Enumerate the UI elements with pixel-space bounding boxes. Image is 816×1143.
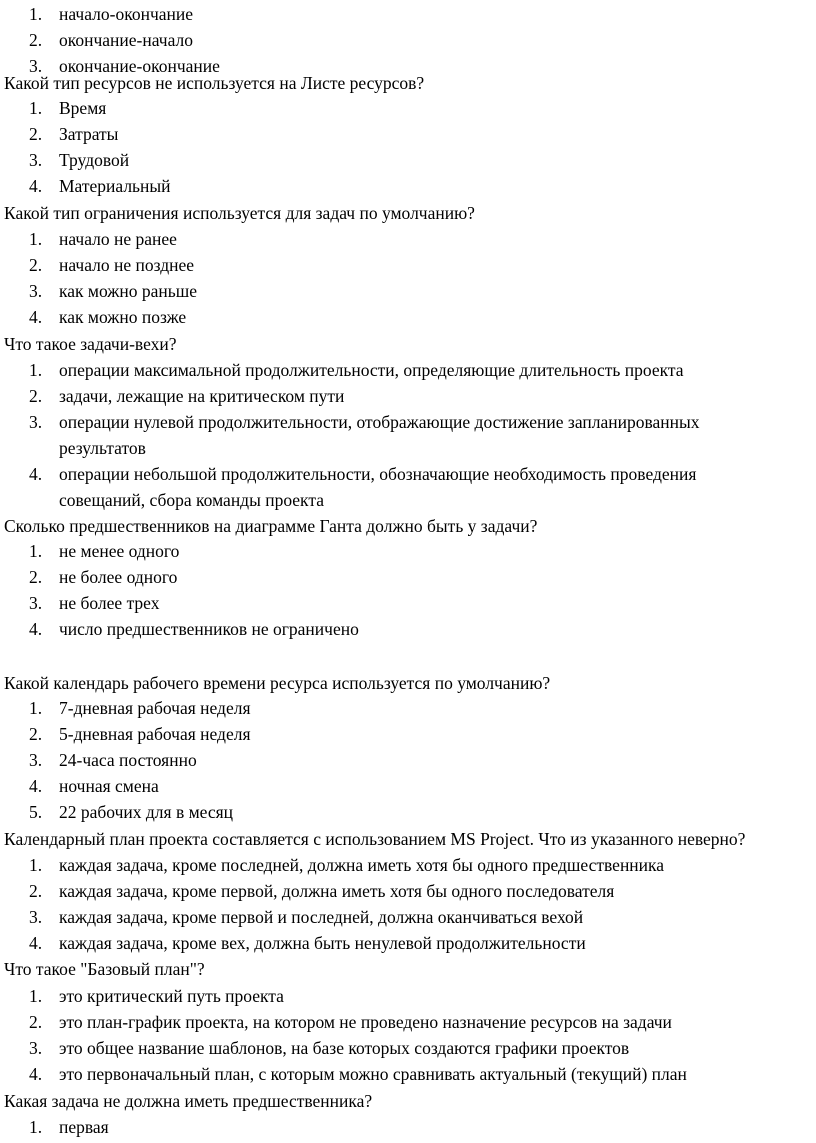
list-item-text: задачи, лежащие на критическом пути <box>59 386 345 406</box>
question-text: Что такое задачи-вехи? <box>4 334 177 354</box>
list-item-text: это план-график проекта, на котором не проведено назначение ресурсов на задачи <box>59 1012 672 1032</box>
list-item-number: 4. <box>29 933 43 953</box>
list-item-text: результатов <box>59 438 146 458</box>
question-text: Какой тип ресурсов не используется на Листе ресурсов? <box>4 73 425 93</box>
list-item-number: 1. <box>29 698 43 718</box>
question-text: Какой тип ограничения используется для задач по умолчанию? <box>4 203 475 223</box>
question-text: Что такое "Базовый план"? <box>4 959 205 979</box>
list-item-number: 2. <box>29 124 43 144</box>
list-item-number: 5. <box>29 802 43 822</box>
list-item-text: число предшественников не ограничено <box>59 619 359 639</box>
list-item-number: 2. <box>29 881 43 901</box>
list-item-number: 4. <box>29 176 43 196</box>
list-item-text: 24-часа постоянно <box>59 750 197 770</box>
question-text: Сколько предшественников на диаграмме Ганта должно быть у задачи? <box>4 516 538 536</box>
list-item-text: это первоначальный план, с которым можно сравнивать актуальный (текущий) план <box>59 1064 687 1084</box>
list-item-text: 7-дневная рабочая неделя <box>59 698 251 718</box>
list-item-text: начало-окончание <box>59 4 194 24</box>
list-item-text: не более одного <box>59 567 178 587</box>
list-item-text: не более трех <box>59 593 160 613</box>
list-item-number: 1. <box>29 229 43 249</box>
list-item-number: 2. <box>29 255 43 275</box>
list-item-number: 1. <box>29 855 43 875</box>
list-item-text: как можно раньше <box>59 281 197 301</box>
list-item-number: 3. <box>29 750 43 770</box>
list-item-text: Затраты <box>59 124 119 144</box>
list-item-number: 4. <box>29 1064 43 1084</box>
list-item-text: начало не позднее <box>59 255 195 275</box>
list-item-text: ночная смена <box>59 776 159 796</box>
list-item-text: операции нулевой продолжительности, отображающие достижение запланированных <box>59 412 700 432</box>
list-item-number: 4. <box>29 307 43 327</box>
list-item-text: как можно позже <box>59 307 187 327</box>
list-item-text: каждая задача, кроме последней, должна иметь хотя бы одного предшественника <box>59 855 665 875</box>
list-item-text: начало не ранее <box>59 229 177 249</box>
list-item-number: 2. <box>29 386 43 406</box>
list-item-number: 3. <box>29 907 43 927</box>
list-item-number: 3. <box>29 281 43 301</box>
list-item-number: 1. <box>29 4 43 24</box>
list-item-number: 2. <box>29 1012 43 1032</box>
list-item-text: 22 рабочих для в месяц <box>59 802 234 822</box>
list-item-number: 1. <box>29 541 43 561</box>
list-item-text: Время <box>59 98 107 118</box>
list-item-text: каждая задача, кроме первой, должна иметь хотя бы одного последователя <box>59 881 615 901</box>
list-item-text: это общее название шаблонов, на базе которых создаются графики проектов <box>59 1038 630 1058</box>
list-item-number: 2. <box>29 567 43 587</box>
question-text: Какой календарь рабочего времени ресурса используется по умолчанию? <box>4 673 551 693</box>
list-item-number: 3. <box>29 1038 43 1058</box>
list-item-text: не менее одного <box>59 541 180 561</box>
list-item-number: 1. <box>29 360 43 380</box>
list-item-text: Трудовой <box>59 150 130 170</box>
list-item-text: первая <box>59 1117 109 1137</box>
list-item-text: каждая задача, кроме вех, должна быть ненулевой продолжительности <box>59 933 586 953</box>
list-item-number: 1. <box>29 98 43 118</box>
list-item-number: 3. <box>29 150 43 170</box>
list-item-text: окончание-окончание <box>59 56 220 76</box>
question-text: Какая задача не должна иметь предшественника? <box>4 1091 373 1111</box>
list-item-text: операции максимальной продолжительности, определяющие длительность проекта <box>59 360 684 380</box>
list-item-text: Материальный <box>59 176 171 196</box>
list-item-number: 2. <box>29 30 43 50</box>
list-item-text: совещаний, сбора команды проекта <box>59 490 324 510</box>
list-item-text: это критический путь проекта <box>59 986 284 1006</box>
list-item-number: 3. <box>29 593 43 613</box>
question-text: Календарный план проекта составляется с использованием MS Project. Что из указанного неверно? <box>4 829 746 849</box>
list-item-text: каждая задача, кроме первой и последней, должна оканчиваться вехой <box>59 907 584 927</box>
list-item-number: 1. <box>29 986 43 1006</box>
list-item-text: окончание-начало <box>59 30 194 50</box>
list-item-number: 2. <box>29 724 43 744</box>
list-item-number: 3. <box>29 412 43 432</box>
list-item-number: 4. <box>29 464 43 484</box>
list-item-number: 4. <box>29 619 43 639</box>
list-item-text: 5-дневная рабочая неделя <box>59 724 251 744</box>
list-item-number: 1. <box>29 1117 43 1137</box>
list-item-text: операции небольшой продолжительности, обозначающие необходимость проведения <box>59 464 697 484</box>
list-item-number: 4. <box>29 776 43 796</box>
list-item-number: 3. <box>29 56 43 76</box>
